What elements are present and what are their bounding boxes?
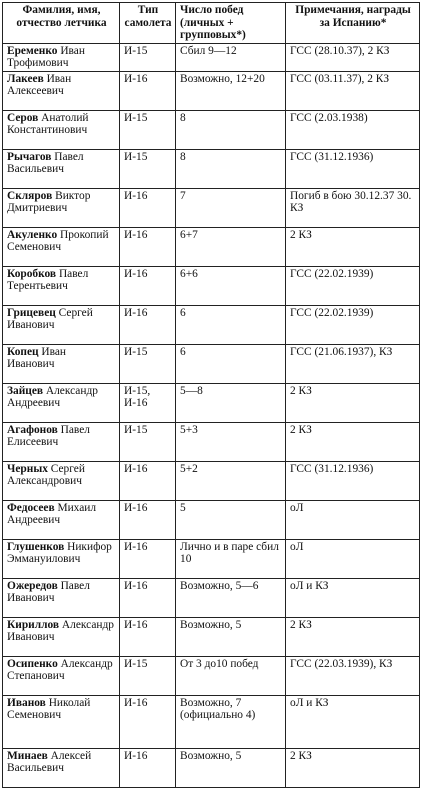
pilot-name-cell <box>3 656 120 695</box>
pilot-given-names: Павел Васильевич <box>7 150 84 175</box>
pilot-surname: Серов <box>7 111 39 124</box>
pilot-name-cell <box>3 539 120 578</box>
header-wins: Число побед (личных + групповых*) <box>176 3 286 44</box>
pilot-surname: Иванов <box>7 696 46 709</box>
pilot-name-cell <box>3 695 120 748</box>
table-row <box>3 149 420 188</box>
pilot-name-cell <box>3 149 120 188</box>
pilot-surname: Лакеев <box>7 72 44 85</box>
notes-cell: ГСС (2.03.1938) <box>286 110 420 149</box>
wins-cell: 6+7 <box>176 227 286 266</box>
pilot-given-names: Николай Семенович <box>7 696 91 721</box>
pilot-surname: Осипенко <box>7 657 58 670</box>
pilot-given-names: Сергей Александрович <box>7 462 85 487</box>
wins-cell: 8 <box>176 149 286 188</box>
pilot-surname: Коробков <box>7 267 57 280</box>
table-row <box>3 422 420 461</box>
pilot-given-names: Виктор Дмитриевич <box>7 189 91 214</box>
pilot-surname: Еременко <box>7 44 58 57</box>
pilot-name-cell <box>3 422 120 461</box>
notes-cell: оЛ <box>286 500 420 539</box>
pilots-table-container <box>2 2 420 788</box>
plane-type-cell: И-16 <box>120 578 176 617</box>
header-type: Тип самолета <box>120 3 176 44</box>
pilot-surname: Копец <box>7 345 39 358</box>
wins-cell: Возможно, 12+20 <box>176 71 286 110</box>
pilot-surname: Глушенков <box>7 540 65 553</box>
pilot-surname: Рычагов <box>7 150 52 163</box>
notes-cell: оЛ и КЗ <box>286 578 420 617</box>
table-row <box>3 227 420 266</box>
plane-type-cell: И-15 <box>120 43 176 71</box>
table-row <box>3 71 420 110</box>
header-row <box>3 3 420 44</box>
notes-cell: оЛ <box>286 539 420 578</box>
pilot-name-cell <box>3 110 120 149</box>
pilot-name-cell <box>3 188 120 227</box>
plane-type-cell: И-15 <box>120 656 176 695</box>
notes-cell: ГСС (22.02.1939) <box>286 305 420 344</box>
wins-cell: Возможно, 7 (официально 4) <box>176 695 286 748</box>
wins-cell: 8 <box>176 110 286 149</box>
table-row <box>3 266 420 305</box>
wins-cell: 5 <box>176 500 286 539</box>
table-row <box>3 500 420 539</box>
plane-type-cell: И-16 <box>120 188 176 227</box>
pilot-given-names: Александр Степанович <box>7 657 113 682</box>
pilot-given-names: Никифор Эммануилович <box>7 540 112 565</box>
plane-type-cell: И-16 <box>120 227 176 266</box>
plane-type-cell: И-16 <box>120 266 176 305</box>
table-row <box>3 461 420 500</box>
pilot-surname: Акуленко <box>7 228 58 241</box>
table-row <box>3 110 420 149</box>
wins-cell: Лично и в паре сбил 10 <box>176 539 286 578</box>
pilot-surname: Кириллов <box>7 618 60 631</box>
notes-cell: 2 КЗ <box>286 748 420 787</box>
plane-type-cell: И-16 <box>120 748 176 787</box>
table-row <box>3 305 420 344</box>
pilot-name-cell <box>3 578 120 617</box>
plane-type-cell: И-15 <box>120 110 176 149</box>
notes-cell: 2 КЗ <box>286 227 420 266</box>
header-name: Фамилия, имя, отчество летчика <box>3 3 120 44</box>
pilot-given-names: Павел Иванович <box>7 579 90 604</box>
plane-type-cell: И-16 <box>120 461 176 500</box>
header-notes: Примечания, награды за Испанию* <box>286 3 420 44</box>
wins-cell: От 3 до10 побед <box>176 656 286 695</box>
wins-cell: Сбил 9—12 <box>176 43 286 71</box>
pilot-given-names: Александр Иванович <box>7 618 114 643</box>
table-row <box>3 748 420 787</box>
pilot-given-names: Иван Трофимович <box>7 44 85 69</box>
pilot-surname: Ожередов <box>7 579 58 592</box>
plane-type-cell: И-16 <box>120 539 176 578</box>
pilot-name-cell <box>3 305 120 344</box>
pilot-name-cell <box>3 43 120 71</box>
notes-cell: ГСС (31.12.1936) <box>286 461 420 500</box>
plane-type-cell: И-15 <box>120 149 176 188</box>
pilot-given-names: Иван Алексеевич <box>7 72 72 97</box>
pilot-given-names: Михаил Андреевич <box>7 501 97 526</box>
pilot-name-cell <box>3 344 120 383</box>
pilot-name-cell <box>3 748 120 787</box>
table-row <box>3 344 420 383</box>
plane-type-cell: И-16 <box>120 500 176 539</box>
notes-cell: Погиб в бою 30.12.37 30. КЗ <box>286 188 420 227</box>
table-row <box>3 188 420 227</box>
table-row <box>3 695 420 748</box>
pilot-name-cell <box>3 383 120 422</box>
pilot-given-names: Алексей Васильевич <box>7 749 92 774</box>
plane-type-cell: И-15 <box>120 344 176 383</box>
pilot-surname: Скляров <box>7 189 53 202</box>
pilot-given-names: Иван Иванович <box>7 345 67 370</box>
table-row <box>3 617 420 656</box>
pilot-name-cell <box>3 617 120 656</box>
pilot-given-names: Александр Андреевич <box>7 384 98 409</box>
table-row <box>3 656 420 695</box>
pilot-surname: Федосеев <box>7 501 55 514</box>
pilot-given-names: Прокопий Семенович <box>7 228 109 253</box>
pilot-name-cell <box>3 227 120 266</box>
pilot-given-names: Сергей Иванович <box>7 306 93 331</box>
notes-cell: 2 КЗ <box>286 617 420 656</box>
pilot-name-cell <box>3 461 120 500</box>
wins-cell: Возможно, 5 <box>176 748 286 787</box>
pilots-table <box>2 2 420 788</box>
pilot-name-cell <box>3 266 120 305</box>
table-row <box>3 383 420 422</box>
pilot-surname: Агафонов <box>7 423 58 436</box>
pilot-name-cell <box>3 71 120 110</box>
wins-cell: 6+6 <box>176 266 286 305</box>
notes-cell: ГСС (21.06.1937), КЗ <box>286 344 420 383</box>
table-row <box>3 43 420 71</box>
plane-type-cell: И-16 <box>120 695 176 748</box>
notes-cell: оЛ и КЗ <box>286 695 420 748</box>
plane-type-cell: И-15 <box>120 422 176 461</box>
table-row <box>3 578 420 617</box>
plane-type-cell: И-16 <box>120 305 176 344</box>
plane-type-cell: И-16 <box>120 617 176 656</box>
pilot-surname: Черных <box>7 462 48 475</box>
wins-cell: Возможно, 5 <box>176 617 286 656</box>
wins-cell: 5+3 <box>176 422 286 461</box>
pilot-surname: Минаев <box>7 749 48 762</box>
wins-cell: Возможно, 5—6 <box>176 578 286 617</box>
wins-cell: 6 <box>176 305 286 344</box>
wins-cell: 5+2 <box>176 461 286 500</box>
wins-cell: 5—8 <box>176 383 286 422</box>
pilot-name-cell <box>3 500 120 539</box>
wins-cell: 6 <box>176 344 286 383</box>
table-row <box>3 539 420 578</box>
plane-type-cell: И-15, И-16 <box>120 383 176 422</box>
notes-cell: ГСС (31.12.1936) <box>286 149 420 188</box>
pilot-surname: Зайцев <box>7 384 44 397</box>
pilot-surname: Грицевец <box>7 306 56 319</box>
pilot-given-names: Павел Елисеевич <box>7 423 90 448</box>
plane-type-cell: И-16 <box>120 71 176 110</box>
notes-cell: ГСС (22.03.1939), КЗ <box>286 656 420 695</box>
notes-cell: ГСС (22.02.1939) <box>286 266 420 305</box>
notes-cell: 2 КЗ <box>286 422 420 461</box>
notes-cell: 2 КЗ <box>286 383 420 422</box>
wins-cell: 7 <box>176 188 286 227</box>
notes-cell: ГСС (03.11.37), 2 КЗ <box>286 71 420 110</box>
pilot-given-names: Павел Терентьевич <box>7 267 89 292</box>
pilot-given-names: Анатолий Константинович <box>7 111 89 136</box>
notes-cell: ГСС (28.10.37), 2 КЗ <box>286 43 420 71</box>
